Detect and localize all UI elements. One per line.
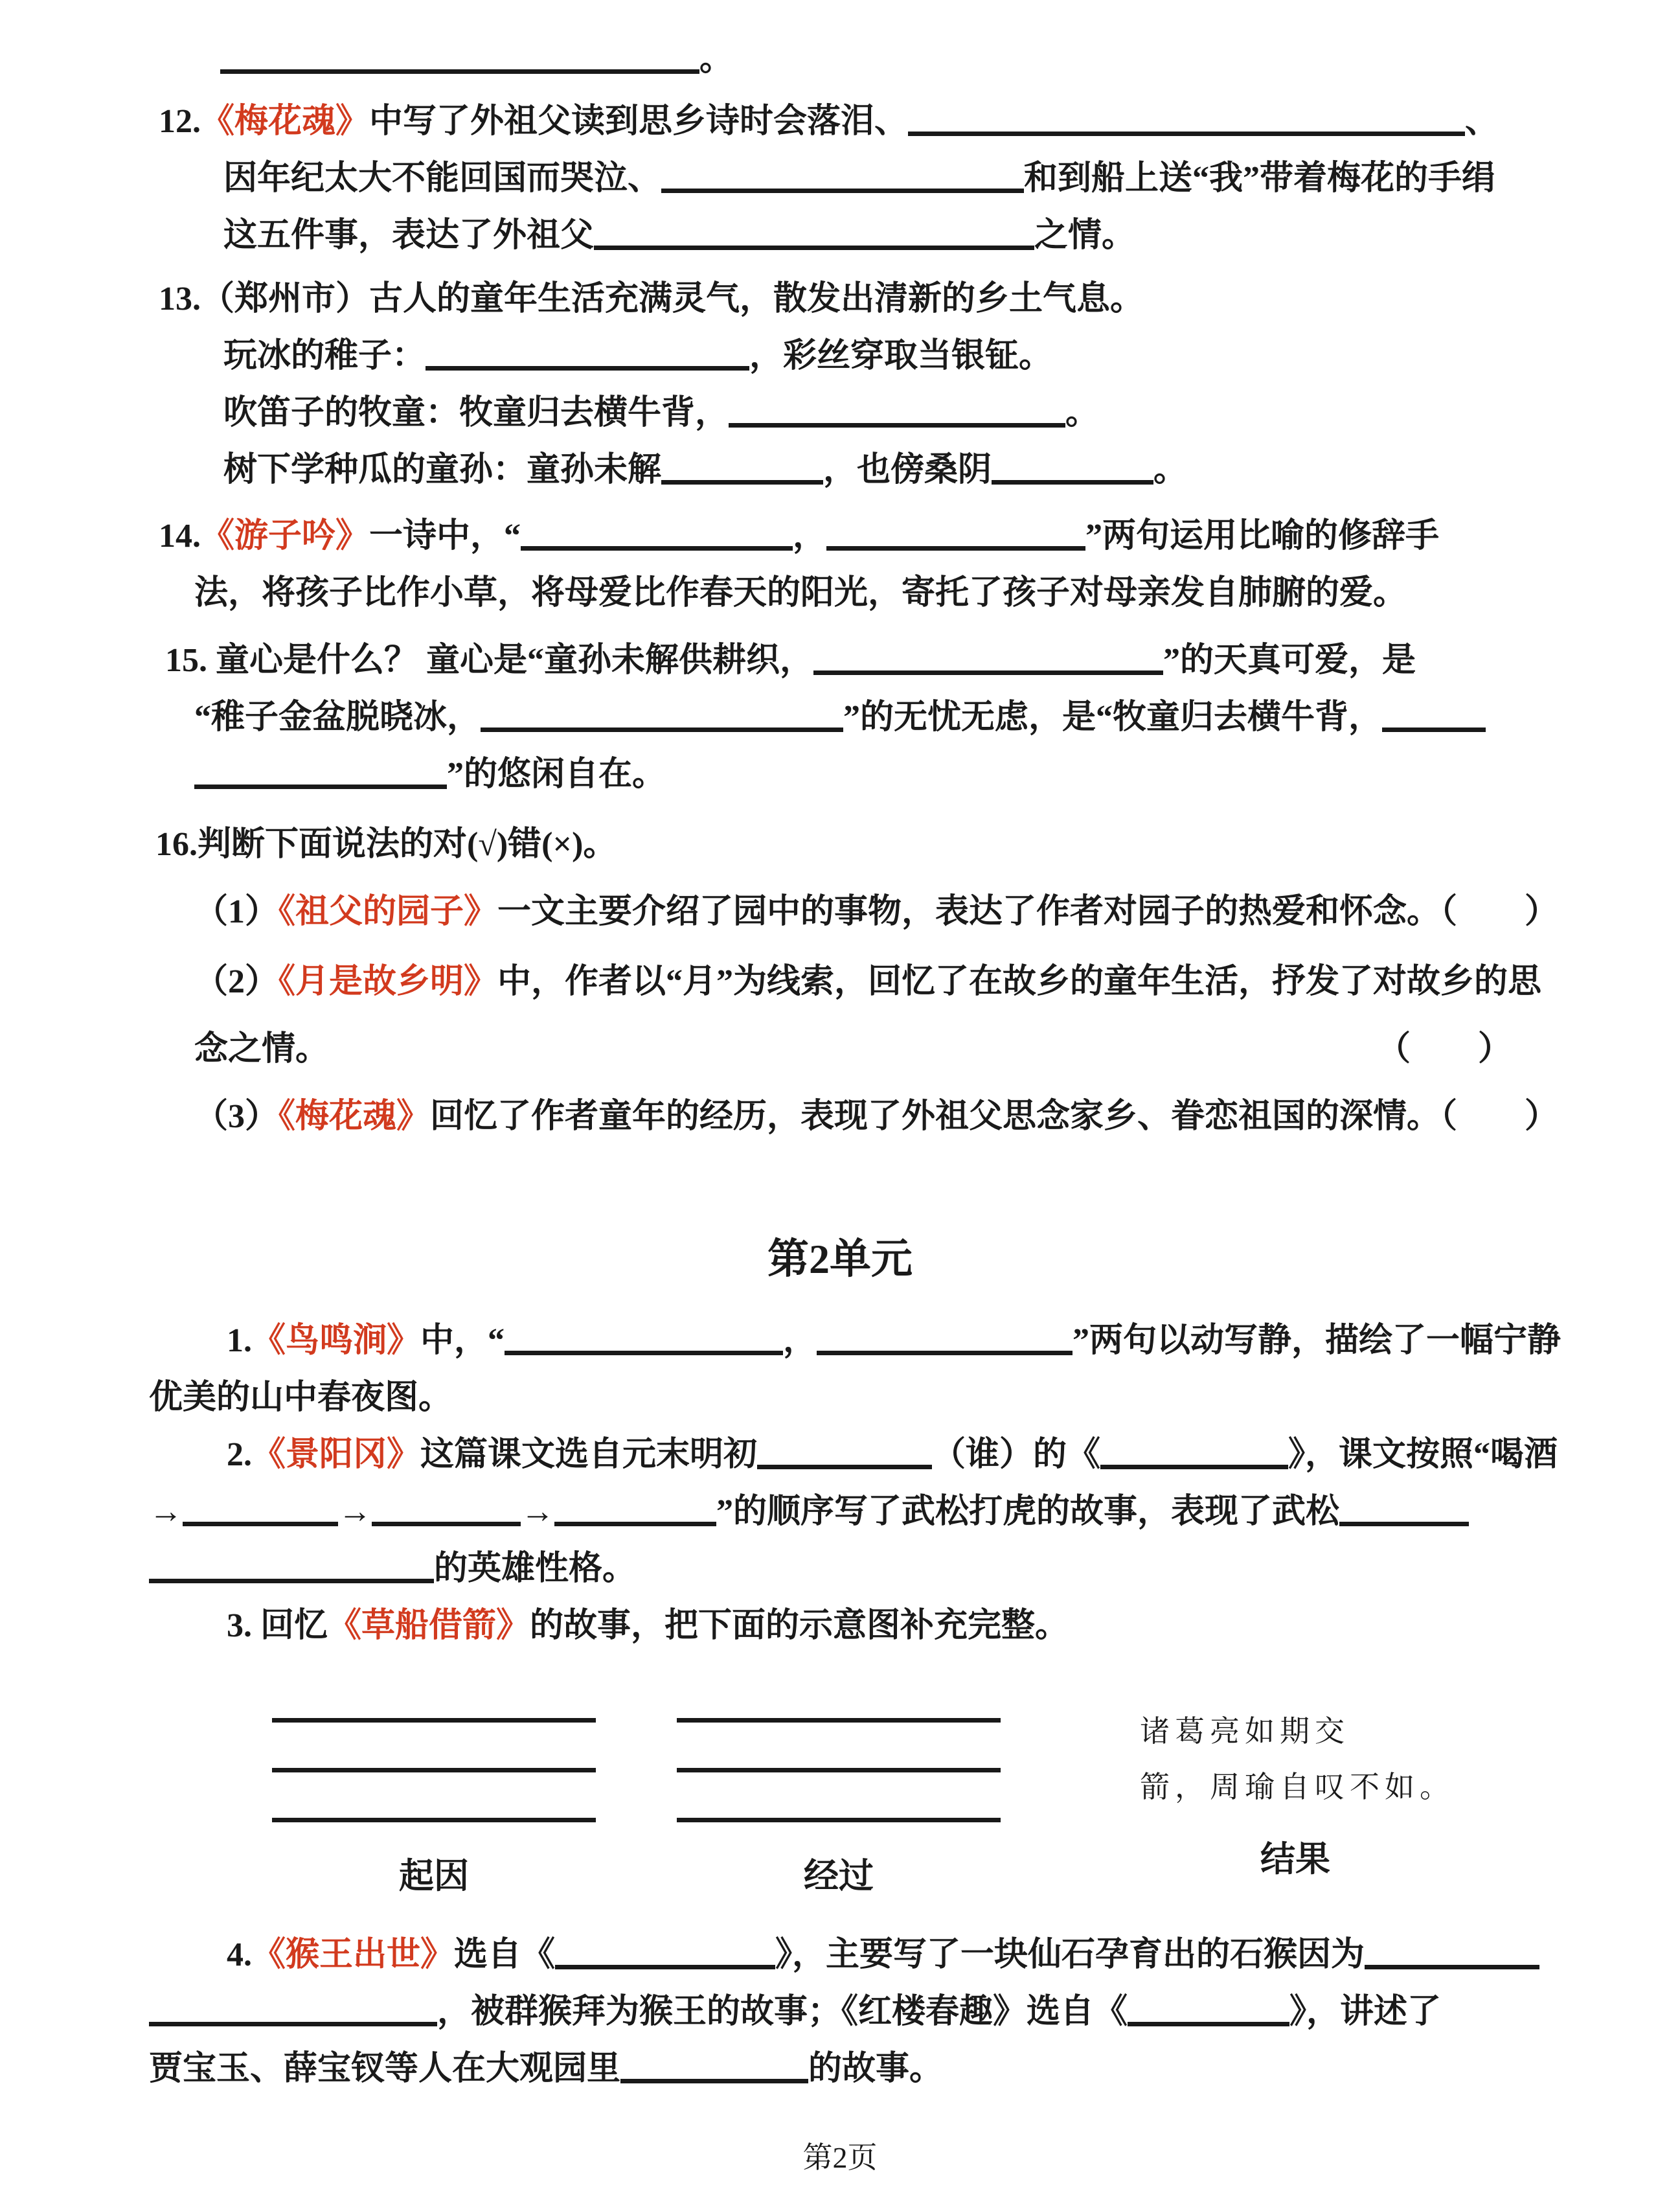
question-text: 13.（郑州市）古人的童年生活充满灵气，散发出清新的乡土气息。: [159, 281, 1144, 317]
q11-continuation-line: [0, 31, 1680, 88]
q16-line-1: [0, 816, 1680, 873]
question-text: 1.: [227, 1322, 252, 1359]
answer-blank: [272, 1768, 596, 1772]
q13-line-2: [0, 328, 1680, 385]
answer-blank: [272, 1718, 596, 1723]
answer-blank: [1128, 2015, 1289, 2026]
diagram-cause-column: [272, 1704, 596, 1898]
question-text: 贾宝玉、薛宝钗等人在大观园里: [149, 2050, 621, 2087]
question-text: 、: [1465, 103, 1499, 140]
q15-line-1: [0, 632, 1680, 689]
question-text: 中，作者以“月”为线索，回忆了在故乡的童年生活，抒发了对故乡的思: [497, 963, 1542, 1000]
answer-blank: [661, 182, 1024, 193]
u2-q1-line-1: [0, 1312, 1680, 1369]
q15-line-2: [0, 689, 1680, 746]
q15-line-3: [0, 746, 1680, 803]
answer-blank: [272, 1818, 596, 1822]
book-title-red: 《景阳冈》: [252, 1436, 421, 1473]
u2-q3-line-1: [0, 1598, 1680, 1655]
question-text: ”的顺序写了武松打虎的故事，表现了武松: [716, 1493, 1340, 1530]
answer-blank: [677, 1718, 1001, 1723]
question-text: 的故事。: [808, 2050, 944, 2087]
book-title-red: 《梅花魂》: [278, 1098, 431, 1135]
book-title-red: 《祖父的园子》: [278, 893, 498, 930]
question-text: 中写了外祖父读到思乡诗时会落泪、: [369, 103, 909, 140]
unit2-heading: 第2单元: [767, 1236, 913, 1282]
question-text: 法，将孩子比作小草，将母爱比作春天的阳光，寄托了孩子对母亲发自肺腑的爱。: [194, 575, 1407, 612]
question-text: （3）: [194, 1098, 279, 1135]
answer-blank: [554, 1515, 716, 1526]
answer-blank: [149, 1572, 434, 1583]
q14-line-2: [0, 565, 1680, 622]
q16-item-2-line-1: [0, 954, 1680, 1011]
page-number: 第2页: [802, 2141, 878, 2174]
q12-line-3: [0, 207, 1680, 264]
diagram-result-column: [1140, 1704, 1455, 1881]
q12-line-2: [0, 150, 1680, 207]
q16-item-1: [0, 884, 1680, 941]
question-text: （2）: [194, 963, 279, 1000]
answer-blank: [183, 1515, 338, 1526]
answer-blank: [817, 1344, 1073, 1355]
question-text: 4.: [227, 1936, 252, 1973]
question-text: ”的无忧无虑，是“牧童归去横牛背，: [843, 699, 1383, 736]
question-text: 的故事，把下面的示意图补充完整。: [530, 1607, 1069, 1644]
answer-blank: [1365, 1958, 1539, 1969]
book-title-red: 《月是故乡明》: [278, 963, 498, 1000]
answer-blank: [1100, 1458, 1288, 1469]
answer-blank: [594, 239, 1034, 250]
u2-q2-line-1: [0, 1426, 1680, 1484]
answer-blank: [149, 2015, 437, 2026]
question-text: （谁）的《: [932, 1436, 1101, 1473]
question-text: 12.: [159, 103, 201, 140]
diagram-result-text: 箭，周瑜自叹不如。: [1140, 1770, 1455, 1804]
answer-blank: [677, 1818, 1001, 1822]
section-unit2-questions-a: [0, 1312, 1680, 1655]
u2-q2-line-3: [0, 1541, 1680, 1598]
question-text: 16.判断下面说法的对(√)错(×)。: [155, 826, 617, 863]
question-text: 和到船上送“我”带着梅花的手绢: [1024, 160, 1496, 197]
question-text: 》，主要写了一块仙石孕育出的石猴因为: [775, 1936, 1365, 1973]
u2-q4-line-1: [0, 1927, 1680, 1984]
answer-blank: [677, 1768, 1001, 1772]
answer-blank: [521, 540, 793, 551]
question-text: →: [338, 1493, 372, 1530]
question-text: →: [521, 1493, 554, 1530]
question-text: ”两句运用比喻的修辞手: [1085, 518, 1440, 555]
book-title-red: 《猴王出世》: [252, 1936, 455, 1973]
question-text: （1）: [194, 893, 279, 930]
question-text: 》，讲述了: [1289, 1993, 1442, 2030]
question-text: ，: [783, 1322, 817, 1359]
question-text: 。: [699, 41, 734, 78]
answer-blank: [729, 417, 1065, 428]
question-text: 15. 童心是什么？ 童心是“童孙未解供耕织，: [165, 642, 814, 679]
q13-line-1: [0, 271, 1680, 328]
answer-blank: [1382, 721, 1486, 732]
q16-item-3: [0, 1088, 1680, 1145]
q13-line-3: [0, 385, 1680, 442]
question-text: 之情。: [1034, 217, 1136, 254]
q14-line-1: [0, 508, 1680, 565]
q3-diagram: [0, 1704, 1680, 1918]
question-text: 14.: [159, 518, 201, 555]
question-text: 。: [1065, 395, 1100, 431]
q12-line-1: [0, 93, 1680, 150]
answer-blank: [481, 721, 843, 732]
question-text: 3. 回忆: [227, 1607, 328, 1644]
question-text: 这篇课文选自元末明初: [420, 1436, 758, 1473]
answer-blank: [372, 1515, 521, 1526]
u2-q4-line-2: [0, 1984, 1680, 2041]
answer-blank: [620, 2072, 808, 2083]
diagram-process-column: [677, 1704, 1001, 1898]
question-text: 中，“: [420, 1322, 505, 1359]
answer-blank: [194, 778, 447, 789]
question-text: ，彩丝穿取当银钲。: [749, 338, 1053, 374]
question-text: 树下学种瓜的童孙：童孙未解: [223, 452, 662, 488]
diagram-cause-label: 起因: [399, 1857, 469, 1896]
book-title-red: 《鸟鸣涧》: [252, 1322, 421, 1359]
question-text: 一文主要介绍了园中的事物，表达了作者对园子的热爱和怀念。（ ）: [497, 893, 1559, 930]
question-text: 。: [1153, 452, 1188, 488]
question-text: 吹笛子的牧童：牧童归去横牛背，: [223, 395, 729, 431]
question-text: ”的悠闲自在。: [447, 756, 666, 793]
answer-blank: [505, 1344, 783, 1355]
answer-blank: [220, 63, 699, 74]
book-title-red: 《梅花魂》: [201, 103, 370, 140]
answer-blank: [826, 540, 1085, 551]
u2-q1-line-2: [0, 1369, 1680, 1426]
answer-blank: [426, 360, 749, 371]
question-text: →: [149, 1493, 183, 1530]
question-text: ”两句以动写静，描绘了一幅宁静: [1073, 1322, 1561, 1359]
answer-blank: [908, 125, 1465, 136]
diagram-result-text: 诸葛亮如期交: [1140, 1715, 1350, 1748]
question-text: 的英雄性格。: [434, 1550, 637, 1587]
u2-q4-line-3: [0, 2041, 1680, 2098]
u2-q2-line-2: [0, 1484, 1680, 1541]
question-text: 2.: [227, 1436, 252, 1473]
diagram-process-label: 经过: [804, 1857, 874, 1896]
answer-blank: [1339, 1515, 1469, 1526]
question-text: 一诗中，“: [369, 518, 521, 555]
question-text: 回忆了作者童年的经历，表现了外祖父思念家乡、眷恋祖国的深情。（ ）: [430, 1098, 1559, 1135]
question-text: 玩冰的稚子：: [223, 338, 426, 374]
question-text: “稚子金盆脱晓冰，: [194, 699, 481, 736]
question-text: ”的天真可爱，是: [1163, 642, 1416, 679]
answer-blank: [757, 1458, 932, 1469]
judgement-parens: （ ）: [1376, 1031, 1512, 1068]
question-text: ，被群猴拜为猴王的故事；《红楼春趣》选自《: [437, 1993, 1128, 2030]
answer-blank: [992, 474, 1153, 485]
question-text: 这五件事，表达了外祖父: [223, 217, 595, 254]
question-text: 优美的山中春夜图。: [149, 1379, 453, 1416]
q13-line-4: [0, 442, 1680, 499]
answer-blank: [555, 1958, 775, 1969]
answer-blank: [661, 474, 823, 485]
question-text: 念之情。: [194, 1031, 330, 1068]
section-unit1-questions: [0, 31, 1680, 1145]
question-text: 选自《: [454, 1936, 556, 1973]
book-title-red: 《草船借箭》: [328, 1607, 530, 1644]
diagram-result-label: 结果: [1260, 1840, 1330, 1879]
answer-blank: [813, 664, 1163, 675]
question-text: 因年纪太大不能回国而哭泣、: [223, 160, 662, 197]
q16-item-2-line-2: [0, 1021, 1680, 1078]
question-text: ，: [793, 518, 827, 555]
question-text: 》，课文按照“喝酒: [1288, 1436, 1558, 1473]
question-text: ，也傍桑阴: [823, 452, 992, 488]
book-title-red: 《游子吟》: [201, 518, 370, 555]
section-unit2-questions-b: [0, 1927, 1680, 2098]
